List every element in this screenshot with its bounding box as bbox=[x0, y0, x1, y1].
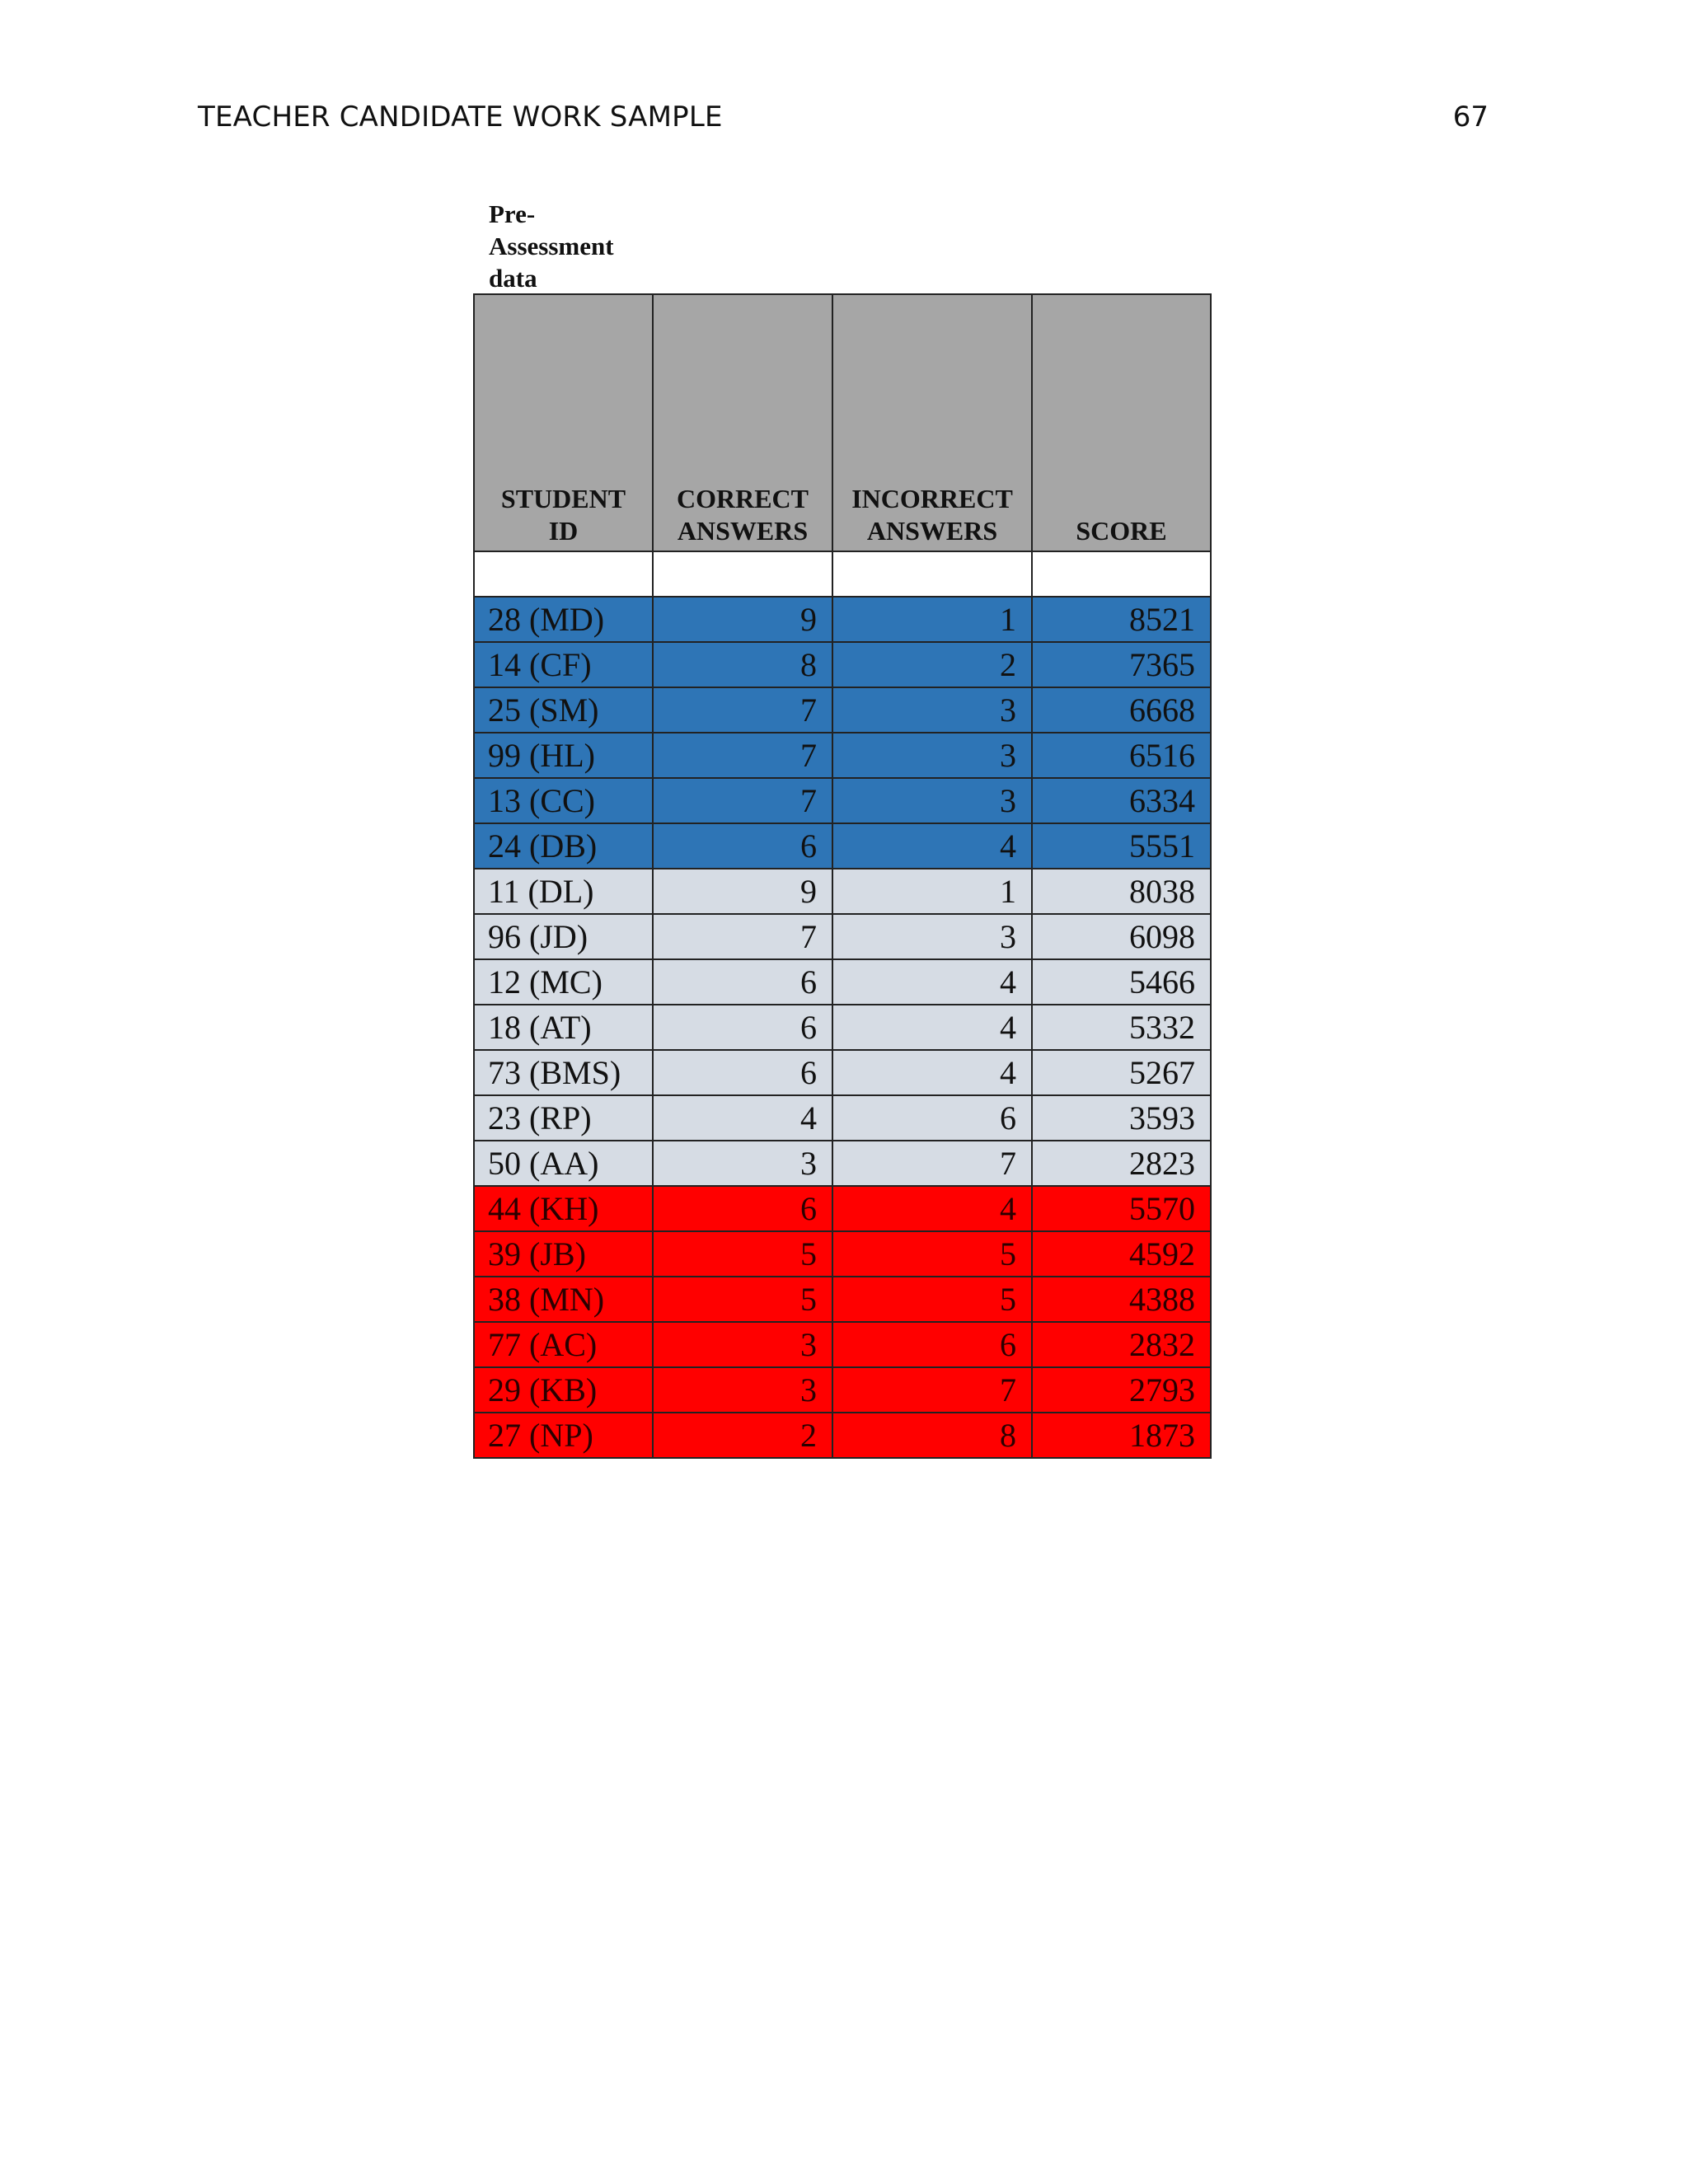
header-row bbox=[474, 294, 1211, 551]
table-row bbox=[474, 597, 1211, 642]
incorrect-answers-cell: 4 bbox=[832, 1050, 1032, 1095]
table-row bbox=[474, 823, 1211, 869]
student-id-cell: 14 (CF) bbox=[474, 642, 653, 687]
incorrect-answers-cell: 8 bbox=[832, 1413, 1032, 1458]
table-row bbox=[474, 869, 1211, 914]
score-cell: 3593 bbox=[1032, 1095, 1211, 1141]
blank-cell bbox=[653, 551, 832, 597]
score-cell: 6334 bbox=[1032, 778, 1211, 823]
incorrect-answers-cell: 6 bbox=[832, 1322, 1032, 1367]
student-id-cell: 77 (AC) bbox=[474, 1322, 653, 1367]
student-id-cell: 12 (MC) bbox=[474, 959, 653, 1005]
incorrect-answers-cell: 4 bbox=[832, 1005, 1032, 1050]
student-id-cell: 28 (MD) bbox=[474, 597, 653, 642]
table-row bbox=[474, 687, 1211, 733]
incorrect-answers-cell: 1 bbox=[832, 597, 1032, 642]
incorrect-answers-cell: 3 bbox=[832, 914, 1032, 959]
table-row bbox=[474, 733, 1211, 778]
student-id-cell: 73 (BMS) bbox=[474, 1050, 653, 1095]
student-id-cell: 38 (MN) bbox=[474, 1277, 653, 1322]
incorrect-answers-cell: 4 bbox=[832, 1186, 1032, 1231]
header-line: ID bbox=[548, 516, 579, 546]
student-id-cell: 29 (KB) bbox=[474, 1367, 653, 1413]
column-header-student-id bbox=[474, 294, 653, 551]
correct-answers-cell: 6 bbox=[653, 1050, 832, 1095]
score-cell: 5466 bbox=[1032, 959, 1211, 1005]
score-cell: 2832 bbox=[1032, 1322, 1211, 1367]
incorrect-answers-cell: 3 bbox=[832, 778, 1032, 823]
header-line: ANSWERS bbox=[677, 516, 809, 546]
table-row bbox=[474, 642, 1211, 687]
correct-answers-cell: 9 bbox=[653, 869, 832, 914]
table-row bbox=[474, 1231, 1211, 1277]
student-id-cell: 50 (AA) bbox=[474, 1141, 653, 1186]
table-row bbox=[474, 1367, 1211, 1413]
correct-answers-cell: 6 bbox=[653, 1186, 832, 1231]
student-id-cell: 39 (JB) bbox=[474, 1231, 653, 1277]
score-cell: 5332 bbox=[1032, 1005, 1211, 1050]
table-row bbox=[474, 1095, 1211, 1141]
correct-answers-cell: 8 bbox=[653, 642, 832, 687]
score-cell: 5267 bbox=[1032, 1050, 1211, 1095]
score-cell: 2793 bbox=[1032, 1367, 1211, 1413]
column-header-correct-answers bbox=[653, 294, 832, 551]
correct-answers-cell: 4 bbox=[653, 1095, 832, 1141]
incorrect-answers-cell: 3 bbox=[832, 733, 1032, 778]
student-id-cell: 96 (JD) bbox=[474, 914, 653, 959]
correct-answers-cell: 3 bbox=[653, 1141, 832, 1186]
student-id-cell: 99 (HL) bbox=[474, 733, 653, 778]
blank-cell bbox=[474, 551, 653, 597]
incorrect-answers-cell: 4 bbox=[832, 959, 1032, 1005]
score-cell: 4388 bbox=[1032, 1277, 1211, 1322]
correct-answers-cell: 2 bbox=[653, 1413, 832, 1458]
score-cell: 6668 bbox=[1032, 687, 1211, 733]
correct-answers-cell: 7 bbox=[653, 914, 832, 959]
student-id-cell: 23 (RP) bbox=[474, 1095, 653, 1141]
score-cell: 6516 bbox=[1032, 733, 1211, 778]
running-head: TEACHER CANDIDATE WORK SAMPLE bbox=[198, 101, 723, 134]
score-cell: 7365 bbox=[1032, 642, 1211, 687]
table-row bbox=[474, 1050, 1211, 1095]
incorrect-answers-cell: 4 bbox=[832, 823, 1032, 869]
score-cell: 6098 bbox=[1032, 914, 1211, 959]
blank-cell bbox=[1032, 551, 1211, 597]
incorrect-answers-cell: 7 bbox=[832, 1367, 1032, 1413]
incorrect-answers-cell: 6 bbox=[832, 1095, 1032, 1141]
table-row bbox=[474, 1322, 1211, 1367]
page-number: 67 bbox=[1452, 101, 1489, 134]
blank-row bbox=[474, 551, 1211, 597]
correct-answers-cell: 5 bbox=[653, 1277, 832, 1322]
table-body bbox=[474, 551, 1211, 1458]
header-line: CORRECT bbox=[676, 484, 809, 513]
score-cell: 1873 bbox=[1032, 1413, 1211, 1458]
caption-line: Pre- bbox=[489, 199, 536, 228]
caption-line: data bbox=[489, 264, 537, 293]
score-cell: 5551 bbox=[1032, 823, 1211, 869]
table-row bbox=[474, 1277, 1211, 1322]
header-line: ANSWERS bbox=[866, 516, 998, 546]
table-row bbox=[474, 1186, 1211, 1231]
score-cell: 2823 bbox=[1032, 1141, 1211, 1186]
header-line: STUDENT bbox=[500, 484, 626, 513]
column-header-incorrect-answers bbox=[832, 294, 1032, 551]
correct-answers-cell: 7 bbox=[653, 733, 832, 778]
incorrect-answers-cell: 3 bbox=[832, 687, 1032, 733]
column-header-score bbox=[1032, 294, 1211, 551]
header-line: INCORRECT bbox=[851, 484, 1013, 513]
student-id-cell: 18 (AT) bbox=[474, 1005, 653, 1050]
student-id-cell: 25 (SM) bbox=[474, 687, 653, 733]
correct-answers-cell: 6 bbox=[653, 1005, 832, 1050]
correct-answers-cell: 5 bbox=[653, 1231, 832, 1277]
correct-answers-cell: 9 bbox=[653, 597, 832, 642]
correct-answers-cell: 7 bbox=[653, 687, 832, 733]
student-id-cell: 13 (CC) bbox=[474, 778, 653, 823]
incorrect-answers-cell: 1 bbox=[832, 869, 1032, 914]
correct-answers-cell: 3 bbox=[653, 1322, 832, 1367]
blank-cell bbox=[832, 551, 1032, 597]
correct-answers-cell: 3 bbox=[653, 1367, 832, 1413]
correct-answers-cell: 6 bbox=[653, 823, 832, 869]
header-line: SCORE bbox=[1076, 516, 1167, 546]
incorrect-answers-cell: 5 bbox=[832, 1277, 1032, 1322]
pre-assessment-table bbox=[473, 293, 1212, 1459]
student-id-cell: 11 (DL) bbox=[474, 869, 653, 914]
student-id-cell: 44 (KH) bbox=[474, 1186, 653, 1231]
table-row bbox=[474, 959, 1211, 1005]
table-row bbox=[474, 778, 1211, 823]
caption-line: Assessment bbox=[489, 232, 614, 260]
table-row bbox=[474, 1413, 1211, 1458]
table-row bbox=[474, 1005, 1211, 1050]
table-caption bbox=[489, 198, 654, 294]
student-id-cell: 24 (DB) bbox=[474, 823, 653, 869]
table-row bbox=[474, 1141, 1211, 1186]
incorrect-answers-cell: 7 bbox=[832, 1141, 1032, 1186]
correct-answers-cell: 6 bbox=[653, 959, 832, 1005]
score-cell: 5570 bbox=[1032, 1186, 1211, 1231]
score-cell: 8521 bbox=[1032, 597, 1211, 642]
correct-answers-cell: 7 bbox=[653, 778, 832, 823]
incorrect-answers-cell: 5 bbox=[832, 1231, 1032, 1277]
student-id-cell: 27 (NP) bbox=[474, 1413, 653, 1458]
incorrect-answers-cell: 2 bbox=[832, 642, 1032, 687]
table-row bbox=[474, 914, 1211, 959]
score-cell: 8038 bbox=[1032, 869, 1211, 914]
score-cell: 4592 bbox=[1032, 1231, 1211, 1277]
